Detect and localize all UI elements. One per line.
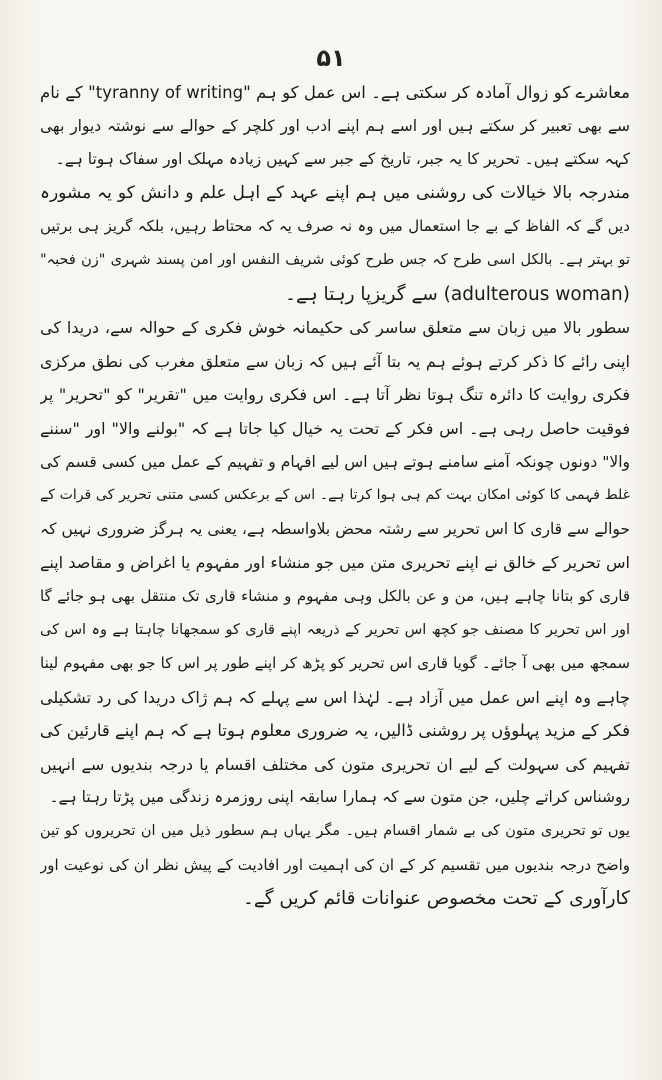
text-line: سے بھی تعبیر کر سکتے ہیں اور اسے ہم اپنے ادب اور کلچر کے حوالے سے نوشتہ دیوار بھی	[40, 116, 630, 135]
text-line: سطور بالا میں زبان سے متعلق ساسر کی حکیمانہ خوش فکری کے حوالہ سے، دریدا کی	[40, 318, 630, 338]
text-line: چاہے وہ اپنے اس عمل میں آزاد ہے۔ لہٰذا اس سے پہلے کہ ہم ژاک دریدا کی رد تشکیلی	[40, 687, 630, 707]
text-line: یوں تو تحریری متون کی بے شمار اقسام ہیں۔ مگر یہاں ہم سطور ذیل میں ان تحریروں کو تین	[40, 823, 630, 840]
text-line: اپنی رائے کا ذکر کرتے ہوئے ہم یہ بتا آئے ہیں کہ زبان سے متعلق مغرب کی نطق مرکزی	[40, 351, 630, 371]
text-line: کارآوری کے تحت مخصوص عنوانات قائم کریں گے۔	[243, 888, 630, 910]
text-line: فکر کے مزید پہلوؤں پر روشنی ڈالیں، یہ ضروری معلوم ہوتا ہے کہ ہم اپنے قارئین کی	[40, 721, 630, 741]
text-line: (adulterous woman) سے گریزپا رہتا ہے۔	[285, 283, 630, 305]
text-line: غلط فہمی کا کوئی امکان بہت کم ہی ہوا کرتا ہے۔ اس کے برعکس کسی متنی تحریر کی قرات کے	[40, 487, 630, 504]
text-line: واضح درجہ بندیوں میں تقسیم کر کے ان کی اہمیت اور افادیت کے پیش نظر ان کی نوعیت اور	[40, 855, 630, 874]
text-line: والا" دونوں چونکہ آمنے سامنے ہوتے ہیں اس لیے افہام و تفہیم کے عمل میں کسی قسم کی	[40, 452, 630, 471]
text-line: حوالے سے قاری کا اس تحریر سے رشتہ محض بلاواسطہ ہے، یعنی یہ ہرگز ضروری نہیں کہ	[40, 519, 630, 538]
text-line: سمجھ میں بھی آ جائے۔ گویا قاری اس تحریر کو پڑھ کر اپنے طور پر اس کا جو بھی مفہوم لینا	[40, 654, 630, 673]
page-number: ۵۱	[316, 44, 346, 72]
text-line: دیں گے کہ الفاظ کے بے جا استعمال میں وہ نہ صرف یہ کہ محتاط رہیں، بلکہ گریز ہی برتیں	[40, 217, 630, 236]
text-line: مندرجہ بالا خیالات کی روشنی میں ہم اپنے عہد کے اہل علم و دانش کو یہ مشورہ	[40, 182, 630, 203]
text-line: فوقیت حاصل رہی ہے۔ اس فکر کے تحت یہ خیال کیا جاتا ہے کہ "بولنے والا" اور "سننے	[40, 418, 630, 438]
text-line: اس تحریر کے خالق نے اپنے تحریری متن میں جو منشاء اور مفہوم یا اغراض و مقاصد اپنے	[40, 553, 630, 573]
text-line: تو بہتر ہے۔ بالکل اسی طرح کہ جس طرح کوئی شریف النفس اور امن پسند شہری "زن فحبہ"	[40, 251, 630, 268]
text-line: فکری روایت کا دائرہ تنگ ہوتا نظر آتا ہے۔ اس فکری روایت میں "تقریر" کو "تحریر" پر	[40, 385, 630, 405]
page-text	[40, 76, 630, 916]
paragraph-1	[40, 76, 630, 177]
text-line: معاشرے کو زوال آمادہ کر سکتی ہے۔ اس عمل کو ہم "tyranny of writing" کے نام	[40, 83, 630, 102]
text-line: قاری کو بتانا چاہے ہیں، من و عن بالکل وہی مفہوم و منشاء قاری تک منتقل بھی ہو جائے گا	[40, 586, 630, 605]
paragraph-4	[40, 815, 630, 916]
text-line: اور اس تحریر کا مصنف جو کچھ اس تحریر کے ذریعہ اپنے قاری کو سمجھانا چاہتا ہے وہ اس کی	[40, 621, 630, 638]
paragraph-3	[40, 311, 630, 815]
text-line: روشناس کراتے چلیں، جن متون سے کہ ہمارا سابقہ اپنی روزمرہ زندگی میں پڑتا رہتا ہے۔	[49, 788, 630, 807]
text-line: تفہیم کی سہولت کے لیے ان تحریری متون کی مختلف اقسام یا درجہ بندیوں سے انہیں	[40, 754, 630, 774]
text-line: کہہ سکتے ہیں۔ تحریر کا یہ جبر، تاریخ کے جبر سے کہیں زیادہ مہلک اور سفاک ہوتا ہے۔	[55, 150, 630, 169]
paragraph-2	[40, 177, 630, 311]
